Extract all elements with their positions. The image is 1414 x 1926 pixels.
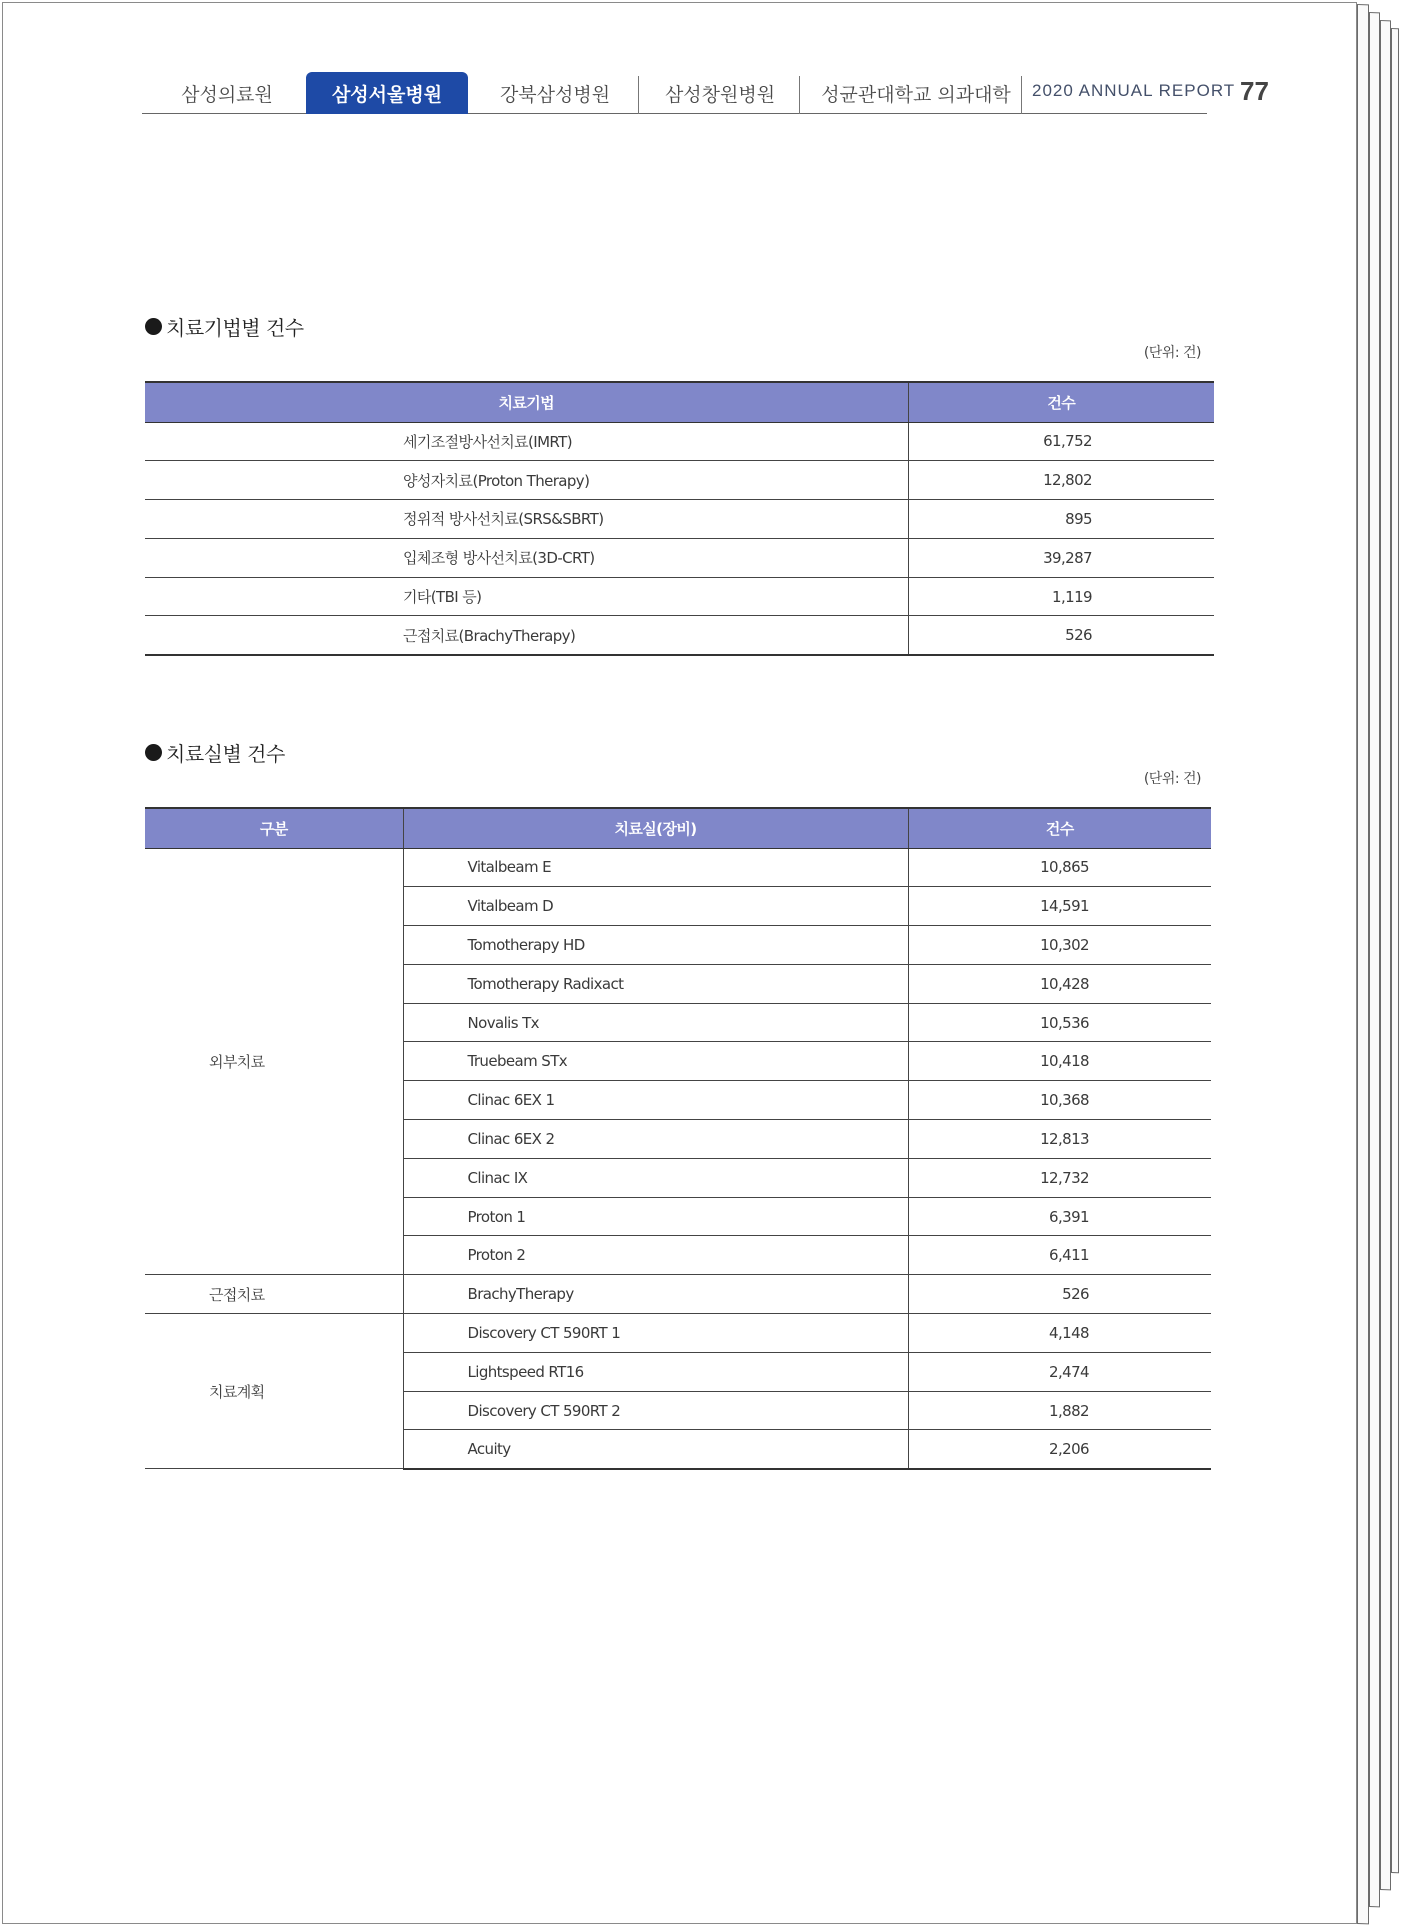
- room-cell: Novalis Tx: [403, 1003, 908, 1042]
- room-cell: Acuity: [403, 1430, 908, 1469]
- section-title-technique: [145, 312, 304, 341]
- count-cell: 526: [908, 616, 1214, 655]
- section-title-room: [145, 738, 285, 767]
- count-cell: 1,119: [908, 577, 1214, 616]
- count-cell: 12,813: [908, 1120, 1211, 1159]
- count-cell: 895: [908, 500, 1214, 539]
- bullet-icon: [145, 318, 162, 335]
- count-cell: 14,591: [908, 887, 1211, 926]
- nav-divider: [1021, 76, 1022, 114]
- technique-cell: 정위적 방사선치료(SRS&SBRT): [145, 500, 908, 539]
- table-row: [145, 1275, 1211, 1314]
- nav-divider: [638, 76, 639, 114]
- category-cell: 외부치료: [145, 848, 403, 1275]
- room-cell: Tomotherapy HD: [403, 926, 908, 965]
- count-cell: 12,802: [908, 461, 1214, 500]
- nav-tab-samsung-seoul-hospital[interactable]: 삼성서울병원: [306, 72, 468, 114]
- count-cell: 4,148: [908, 1314, 1211, 1353]
- unit-label: (단위: 건): [1143, 345, 1201, 361]
- table-row: [145, 461, 1214, 500]
- count-cell: 10,865: [908, 848, 1211, 887]
- count-cell: 10,418: [908, 1042, 1211, 1081]
- technique-cell: 기타(TBI 등): [145, 577, 908, 616]
- count-cell: 1,882: [908, 1391, 1211, 1430]
- count-cell: 61,752: [908, 422, 1214, 461]
- technique-cell: 세기조절방사선치료(IMRT): [145, 422, 908, 461]
- page-edge: [1391, 28, 1399, 1873]
- nav-tab-samsung-changwon-hospital[interactable]: 삼성창원병원: [664, 83, 776, 106]
- count-cell: 10,368: [908, 1081, 1211, 1120]
- category-cell: 근접치료: [145, 1275, 403, 1314]
- technique-table: [145, 381, 1214, 656]
- room-cell: Truebeam STx: [403, 1042, 908, 1081]
- room-table: [145, 807, 1211, 1470]
- room-cell: Discovery CT 590RT 1: [403, 1314, 908, 1353]
- room-cell: Proton 1: [403, 1197, 908, 1236]
- bullet-icon: [145, 744, 162, 761]
- count-cell: 12,732: [908, 1158, 1211, 1197]
- column-header-technique: 치료기법: [145, 382, 908, 422]
- column-header-category: 구분: [145, 808, 403, 848]
- count-cell: 2,206: [908, 1430, 1211, 1469]
- table-row: [145, 577, 1214, 616]
- table-row: [145, 1314, 1211, 1353]
- nav-divider: [799, 76, 800, 114]
- room-cell: Clinac 6EX 2: [403, 1120, 908, 1159]
- nav-tab-samsung-medical-center[interactable]: 삼성의료원: [181, 83, 273, 106]
- count-cell: 39,287: [908, 538, 1214, 577]
- nav-tab-kangbuk-samsung-hospital[interactable]: 강북삼성병원: [499, 83, 611, 106]
- count-cell: 10,536: [908, 1003, 1211, 1042]
- table-row: [145, 500, 1214, 539]
- nav-tab-skku-medical-school[interactable]: 성균관대학교 의과대학: [821, 83, 1011, 106]
- column-header-count: 건수: [908, 808, 1211, 848]
- count-cell: 6,391: [908, 1197, 1211, 1236]
- section-title-text: 치료기법별 건수: [166, 316, 304, 340]
- table-row: [145, 422, 1214, 461]
- page-edge: [1369, 12, 1380, 1907]
- table-header-row: [145, 808, 1211, 848]
- room-cell: Vitalbeam D: [403, 887, 908, 926]
- count-cell: 10,428: [908, 964, 1211, 1003]
- count-cell: 526: [908, 1275, 1211, 1314]
- category-cell: 치료계획: [145, 1314, 403, 1469]
- report-title: 2020 ANNUAL REPORT: [1032, 81, 1236, 100]
- room-cell: Vitalbeam E: [403, 848, 908, 887]
- page-edge: [1357, 4, 1369, 1924]
- count-cell: 10,302: [908, 926, 1211, 965]
- room-cell: Lightspeed RT16: [403, 1352, 908, 1391]
- room-cell: Tomotherapy Radixact: [403, 964, 908, 1003]
- count-cell: 2,474: [908, 1352, 1211, 1391]
- technique-cell: 근접치료(BrachyTherapy): [145, 616, 908, 655]
- column-header-room: 치료실(장비): [403, 808, 908, 848]
- room-cell: BrachyTherapy: [403, 1275, 908, 1314]
- table-row: [145, 616, 1214, 655]
- room-cell: Clinac 6EX 1: [403, 1081, 908, 1120]
- technique-cell: 양성자치료(Proton Therapy): [145, 461, 908, 500]
- room-cell: Proton 2: [403, 1236, 908, 1275]
- count-cell: 6,411: [908, 1236, 1211, 1275]
- section-title-text: 치료실별 건수: [166, 742, 285, 766]
- table-row: [145, 538, 1214, 577]
- page-number: 77: [1240, 76, 1269, 106]
- room-cell: Discovery CT 590RT 2: [403, 1391, 908, 1430]
- table-row: [145, 848, 1211, 887]
- table-header-row: [145, 382, 1214, 422]
- technique-cell: 입체조형 방사선치료(3D-CRT): [145, 538, 908, 577]
- page-edge: [1380, 20, 1391, 1890]
- room-cell: Clinac IX: [403, 1158, 908, 1197]
- unit-label: (단위: 건): [1143, 771, 1201, 787]
- column-header-count: 건수: [908, 382, 1214, 422]
